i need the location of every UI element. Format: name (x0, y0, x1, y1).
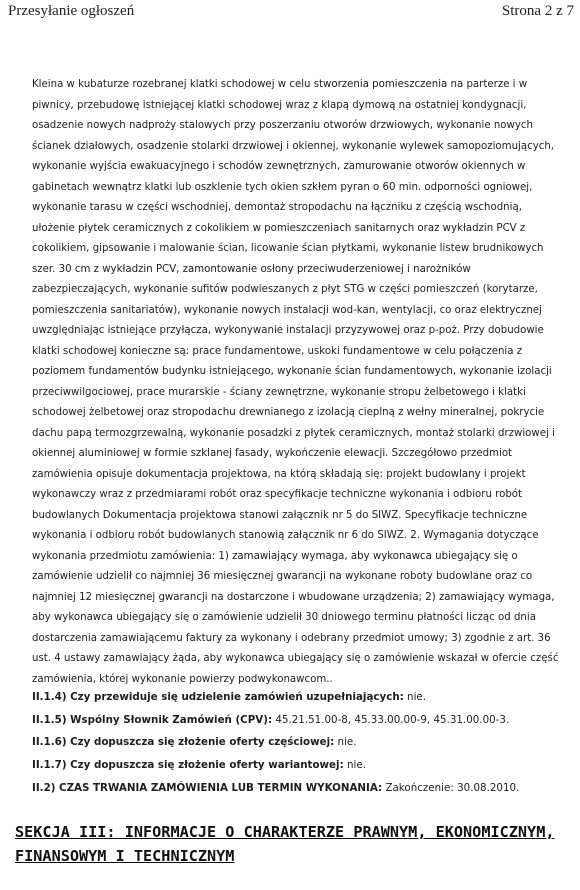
item-label: II.1.4) Czy przewiduje się udzielenie zamówień uzupełniających: (32, 691, 404, 703)
item-label: II.1.6) Czy dopuszcza się złożenie oferty częściowej: (32, 736, 335, 749)
item-value: 45.21.51.00-8, 45.33.00.00-9, 45.31.00.00-3. (275, 713, 510, 726)
item-ii-1-4 (32, 686, 562, 709)
page-header (0, 0, 580, 24)
section-heading: SEKCJA III: INFORMACJE O CHARAKTERZE PRAWNYM, EKONOMICZNYM, FINANSOWYM I TECHNICZNYM (15, 823, 555, 865)
item-ii-1-6 (32, 731, 562, 754)
page-number: Strona 2 z 7 (501, 3, 574, 19)
item-value: nie. (346, 759, 366, 772)
body-paragraph: Kleina w kubaturze rozebranej klatki schodowej w celu stworzenia pomieszczenia na parterze i w piwnicy, przebudowę istniejącej klatki schodowej wraz z klapą dymową na ostatniej kondygnacji, osadzenie nowych nadproży stalowych przy poszerzaniu otworów drzwiowych, wykonanie nowych ścianek działowych, osadzenie stolarki drzwiowej i okiennej, wykonanie wylewek samopoziomujących, wykonanie wyjścia ewakuacyjnego i schodów zewnętrznych, zamurowanie otworów okiennych w gabinetach wewnątrz klatki lub oszklenie tych okien szkłem pyran o 60 min. odporności ogniowej, wykonanie tarasu w części wschodniej, demontaż stropodachu na łączniku z częścią wschodnią, ułożenie płytek ceramicznych z cokolikiem w pomieszczeniach sanitarnych oraz wykładzin PCV z cokolikiem, gipsowanie i malowanie ścian, licowanie ścian płytkami, wykonanie listew brudnikowych szer. 30 cm z wykładzin PCV, zamontowanie osłony przeciwuderzeniowej i narożników zabezpieczających, wykonanie sufitów podwieszanych z płyt STG w części pomieszczeń (korytarze, pomieszczenia sanitariatów), wykonanie nowych instalacji wod-kan, wentylacji, co oraz elektrycznej uwzględniając istniejące przyłącza, wykonywanie instalacji przyzywowej oraz p-poż. Przy dobudowie klatki schodowej konieczne są: prace fundamentowe, uskoki fundamentowe w celu połączenia z poziomem fundamentów budynku istniejącego, wykonanie ścian fundamentowych, wykonanie izolacji przeciwwilgociowej, prace murarskie - ściany zewnętrzne, wykonanie stropu żelbetowego i klatki schodowej żelbetowej oraz stropodachu drewnianego z izolacją cieplną z wełny mineralnej, pokrycie dachu papą termozgrzewalną, wykonanie posadzki z płytek ceramicznych, montaż stolarki drzwiowej i okiennej aluminiowej w formie szklanej fasady, wykończenie elewacji. Szczegółowo przedmiot zamówienia opisuje dokumentacja projektowa, na którą składają się: projekt budowlany i projekt wykonawczy wraz z przedmiarami robót oraz specyfikacje techniczne wykonania i odbioru robót budowlanych Dokumentacja projektowa stanowi załącznik nr 5 do SIWZ. Specyfikacje techniczne wykonania i odbioru robót budowlanych stanowią załącznik nr 6 do SIWZ. 2. Wymagania dotyczące wykonania przedmiotu zamówienia: 1) zamawiający wymaga, aby wykonawca ubiegający się o zamówienie udzielił co najmniej 36 miesięcznej gwarancji na wykonane roboty budowlane oraz co najmniej 12 miesięcznej gwarancji na dostarczone i wbudowane urządzenia; 2) zamawiający wymaga, aby wykonawca ubiegający się o zamówienie udzielił 30 dniowego terminu płatności licząc od dnia dostarczenia zamawiającemu faktury za wykonany i odebrany przedmiot umowy; 3) zgodnie z art. 36 ust. 4 ustawy zamawiający żąda, aby wykonawca ubiegający się o zamówienie wskazał w ofercie część zamówienia, której wykonanie powierzy podwykonawcom.. (32, 79, 559, 685)
items-list (32, 686, 562, 799)
item-value: Zakończenie: 30.08.2010. (385, 781, 520, 794)
item-value: nie. (407, 691, 427, 703)
item-label: II.1.5) Wspólny Słownik Zamówień (CPV): (32, 713, 273, 726)
item-label: II.1.7) Czy dopuszcza się złożenie oferty wariantowej: (32, 759, 344, 772)
item-value: nie. (337, 736, 357, 749)
item-ii-1-5 (32, 709, 562, 732)
item-ii-1-7 (32, 754, 562, 777)
item-ii-2 (32, 777, 562, 800)
header-title: Przesyłanie ogłoszeń (8, 3, 135, 19)
item-label: II.2) CZAS TRWANIA ZAMÓWIENIA LUB TERMIN WYKONANIA: (32, 781, 383, 794)
